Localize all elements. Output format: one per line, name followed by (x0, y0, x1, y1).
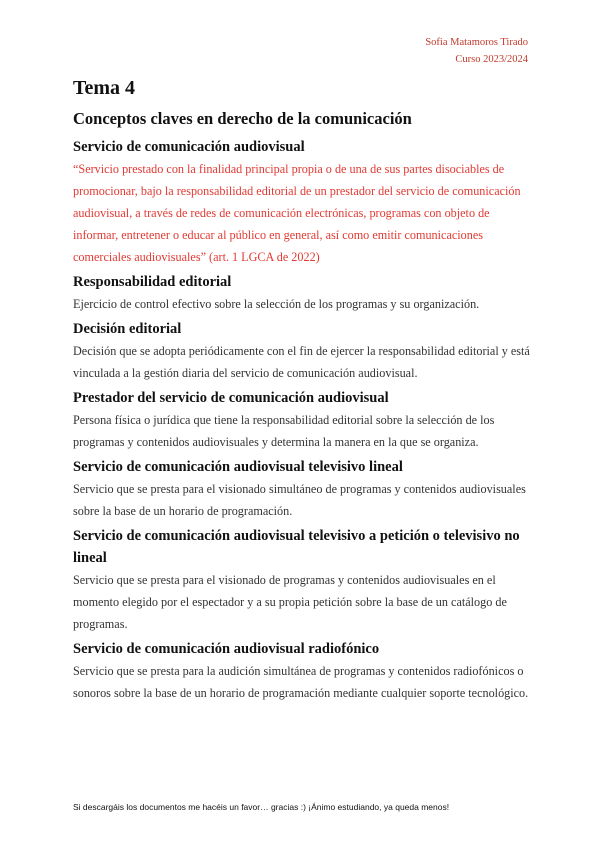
section-heading: Decisión editorial (73, 321, 182, 337)
legal-definition-quote: “Servicio prestado con la finalidad principal propia o de una de sus partes disociables de promocionar, bajo la responsabilidad editorial de un prestador del servicio de comunicación audiovisual, a través de redes de comunicación electrónicas, programas con objeto de informar, entretener o educar al público en general, así como emitir comunicaciones comerciales audiovisuales” (art. 1 LGCA de 2022) (73, 162, 521, 264)
section-text: Persona física o jurídica que tiene la responsabilidad editorial sobre la selección de los programas y contenidos audiovisuales y determina la manera en la que se organiza. (73, 413, 495, 449)
section-servicio-comunicacion-audiovisual (73, 136, 533, 268)
section-prestador (73, 387, 533, 453)
section-televisivo-lineal (73, 456, 533, 522)
section-text: Servicio que se presta para el visionado simultáneo de programas y contenidos audiovisuales sobre la base de un horario de programación. (73, 482, 526, 518)
section-heading: Servicio de comunicación audiovisual (73, 139, 305, 155)
course-year: Curso 2023/2024 (455, 54, 528, 65)
section-responsabilidad-editorial (73, 271, 533, 315)
section-text: Decisión que se adopta periódicamente con el fin de ejercer la responsabilidad editorial y está vinculada a la gestión diaria del servicio de comunicación audiovisual. (73, 344, 530, 380)
section-heading: Responsabilidad editorial (73, 274, 232, 290)
section-text: Ejercicio de control efectivo sobre la selección de los programas y su organización. (73, 297, 480, 311)
section-decision-editorial (73, 318, 533, 384)
page-header (425, 34, 528, 68)
section-radiofonico (73, 638, 533, 704)
section-televisivo-no-lineal (73, 525, 533, 635)
section-text: Servicio que se presta para la audición simultánea de programas y contenidos radiofónicos o sonoros sobre la base de un horario de programación mediante cualquier soporte tecnológico. (73, 664, 529, 700)
document-body (73, 76, 533, 707)
section-heading: Servicio de comunicación audiovisual televisivo lineal (73, 459, 403, 475)
page-footer: Si descargáis los documentos me hacéis un favor… gracias :) ¡Ánimo estudiando, ya queda menos! (73, 802, 450, 812)
section-heading: Servicio de comunicación audiovisual televisivo a petición o televisivo no lineal (73, 528, 520, 566)
page-title: Tema 4 (73, 77, 136, 99)
page-subtitle: Conceptos claves en derecho de la comunicación (73, 109, 412, 128)
section-text: Servicio que se presta para el visionado de programas y contenidos audiovisuales en el momento elegido por el espectador y a su propia petición sobre la base de un catálogo de programas. (73, 573, 507, 631)
section-heading: Servicio de comunicación audiovisual radiofónico (73, 641, 380, 657)
author-name: Sofia Matamoros Tirado (425, 37, 528, 48)
section-heading: Prestador del servicio de comunicación audiovisual (73, 390, 389, 406)
